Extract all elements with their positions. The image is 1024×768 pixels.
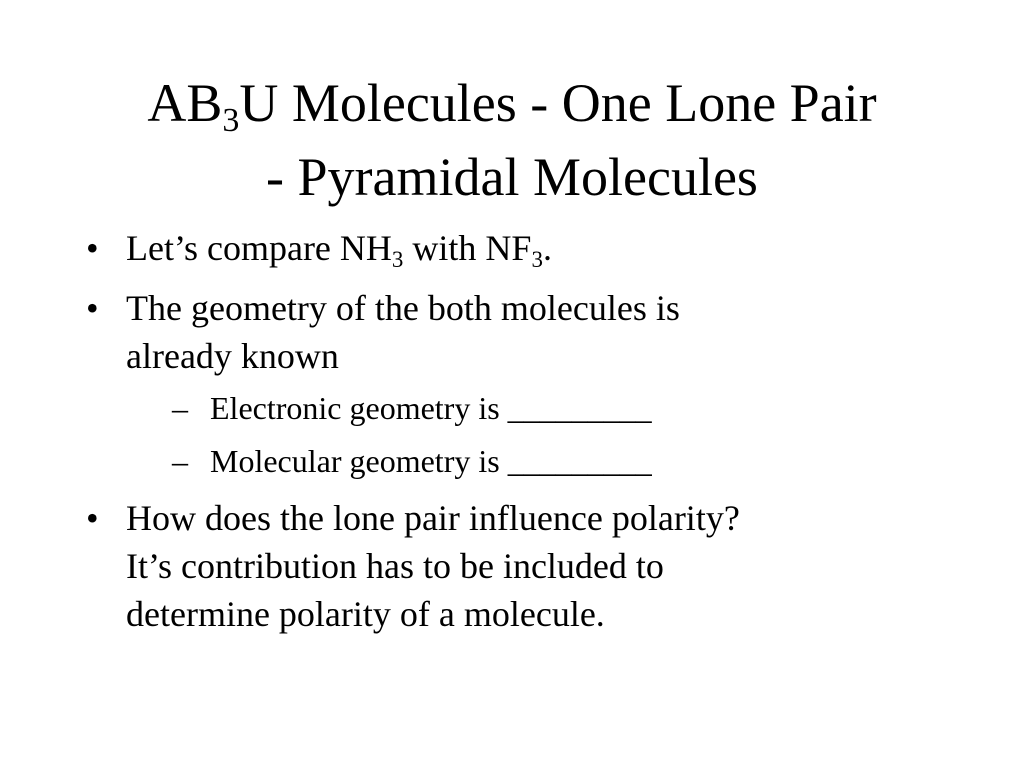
bullet-marker: • <box>86 228 99 268</box>
title-suffix: U Molecules - One Lone Pair <box>239 73 877 133</box>
sub-bullet-list <box>126 388 966 481</box>
dash-marker: – <box>172 390 188 426</box>
sub-bullet-molecular-geometry: – Molecular geometry is _________ <box>172 443 652 479</box>
bullet-list <box>86 224 966 650</box>
title-line-2: - Pyramidal Molecules <box>266 147 758 207</box>
title-subscript: 3 <box>222 102 240 139</box>
sub-bullet-electronic-geometry: – Electronic geometry is _________ <box>172 390 652 426</box>
bullet-marker: • <box>86 498 99 538</box>
dash-marker: – <box>172 443 188 479</box>
bullet-item-compare: • Let’s compare $NH_3$ with $NF_3$. <box>86 224 966 272</box>
bullet-marker: • <box>86 288 99 328</box>
bullet-item-lone-pair-polarity: • How does the lone pair influence polarity? It’s contribution has to be included to determine polarity of a molecule. <box>86 494 966 638</box>
title-prefix: AB <box>147 73 223 133</box>
title-line-1 <box>147 73 877 139</box>
bullet-item-geometry: • The geometry of the both molecules is already known – Electronic geometry is _________ – Molecular geometry is _________ <box>86 284 966 481</box>
slide-title <box>0 66 1024 214</box>
